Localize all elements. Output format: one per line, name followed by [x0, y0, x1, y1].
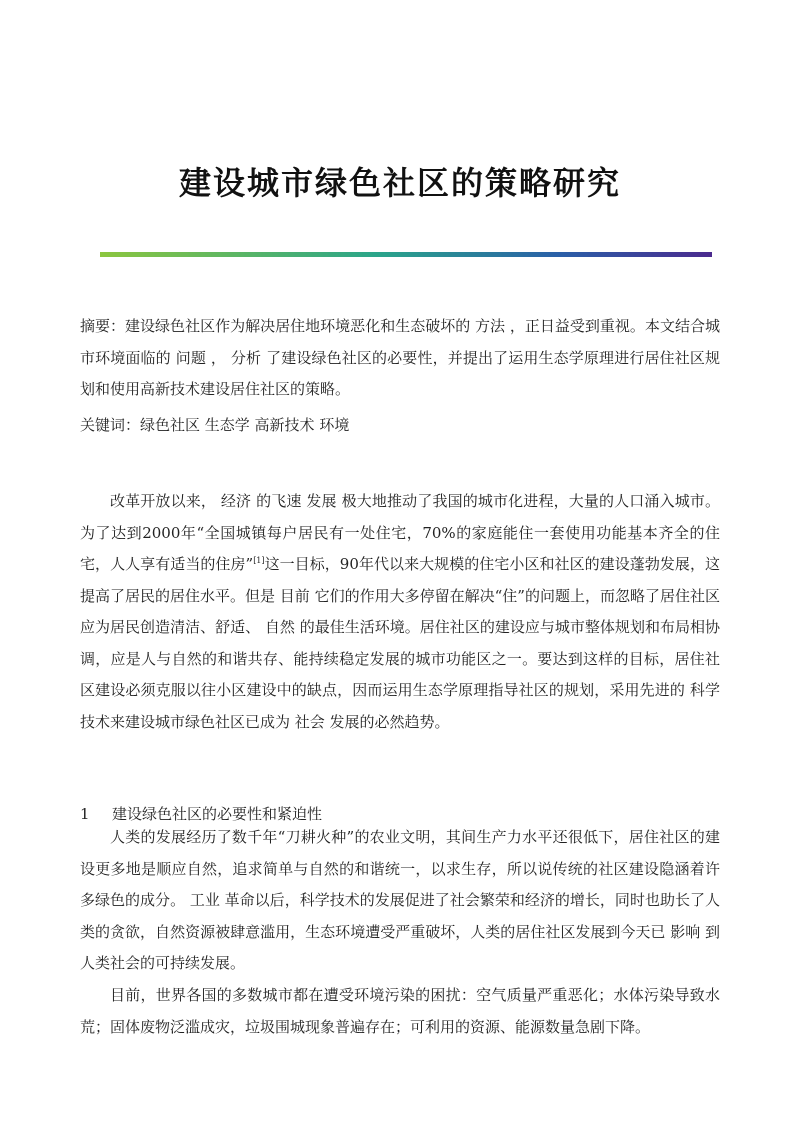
paragraph-text: 改革开放以来， 经济 的飞速 发展 极大地推动了我国的城市化进程，大量的人口涌入城市。为了达到2000年“全国城镇每户居民有一处住宅，70%的家庭能住一套使用功能基本齐全的住宅，人人享有适当的住房”: [80, 492, 720, 573]
keywords: [80, 410, 720, 442]
abstract: [80, 311, 720, 406]
keywords-label: 关键词：: [80, 416, 141, 434]
abstract-label: 摘要：: [80, 317, 126, 335]
body-paragraph-3: 目前，世界各国的多数城市都在遭受环境污染的困扰：空气质量严重恶化；水体污染导致水荒；固体废物泛滥成灾，垃圾围城现象普遍存在；可利用的资源、能源数量急剧下降。: [80, 986, 720, 1036]
keywords-text: 绿色社区 生态学 高新技术 环境: [140, 416, 350, 434]
document-title: 建设城市绿色社区的策略研究: [178, 164, 621, 202]
section-title: 建设绿色社区的必要性和紧迫性: [112, 805, 323, 823]
section-number: 1: [80, 805, 90, 823]
footnote-marker: [1]: [253, 556, 265, 565]
body-paragraph-2: 人类的发展经历了数千年“刀耕火种”的农业文明，其间生产力水平还很低下，居住社区的建设更多地是顺应自然，追求简单与自然的和谐统一，以求生存，所以说传统的社区建设隐涵着许多绿色的成分。 工业 革命以后，科学技术的发展促进了社会繁荣和经济的增长，同时也助长了人类的贪欲，自然资源被肆意滥用，生态环境遭受严重破坏，人类的居住社区发展到今天已 影响 到人类社会的可持续发展。: [80, 828, 720, 972]
body-paragraph-1: [80, 486, 720, 738]
abstract-text: 建设绿色社区作为解决居住地环境恶化和生态破坏的 方法 ，正日益受到重视。本文结合城市环境面临的 问题 ， 分析 了建设绿色社区的必要性，并提出了运用生态学原理进行居住社区规划和使用高新技术建设居住社区的策略。: [80, 317, 720, 398]
title-divider: [100, 252, 712, 257]
paragraph-text: 这一目标，90年代以来大规模的住宅小区和社区的建设蓬勃发展，这提高了居民的居住水平。但是 目前 它们的作用大多停留在解决“住”的问题上，而忽略了居住社区应为居民创造清洁、舒适、 自然 的最佳生活环境。居住社区的建设应与城市整体规划和布局相协调，应是人与自然的和谐共存、能持续稳定发展的城市功能区之一。要达到这样的目标，居住社区建设必须克服以往小区建设中的缺点，因而运用生态学原理指导社区的规划，采用先进的 科学 技术来建设城市绿色社区已成为 社会 发展的必然趋势。: [80, 555, 721, 731]
